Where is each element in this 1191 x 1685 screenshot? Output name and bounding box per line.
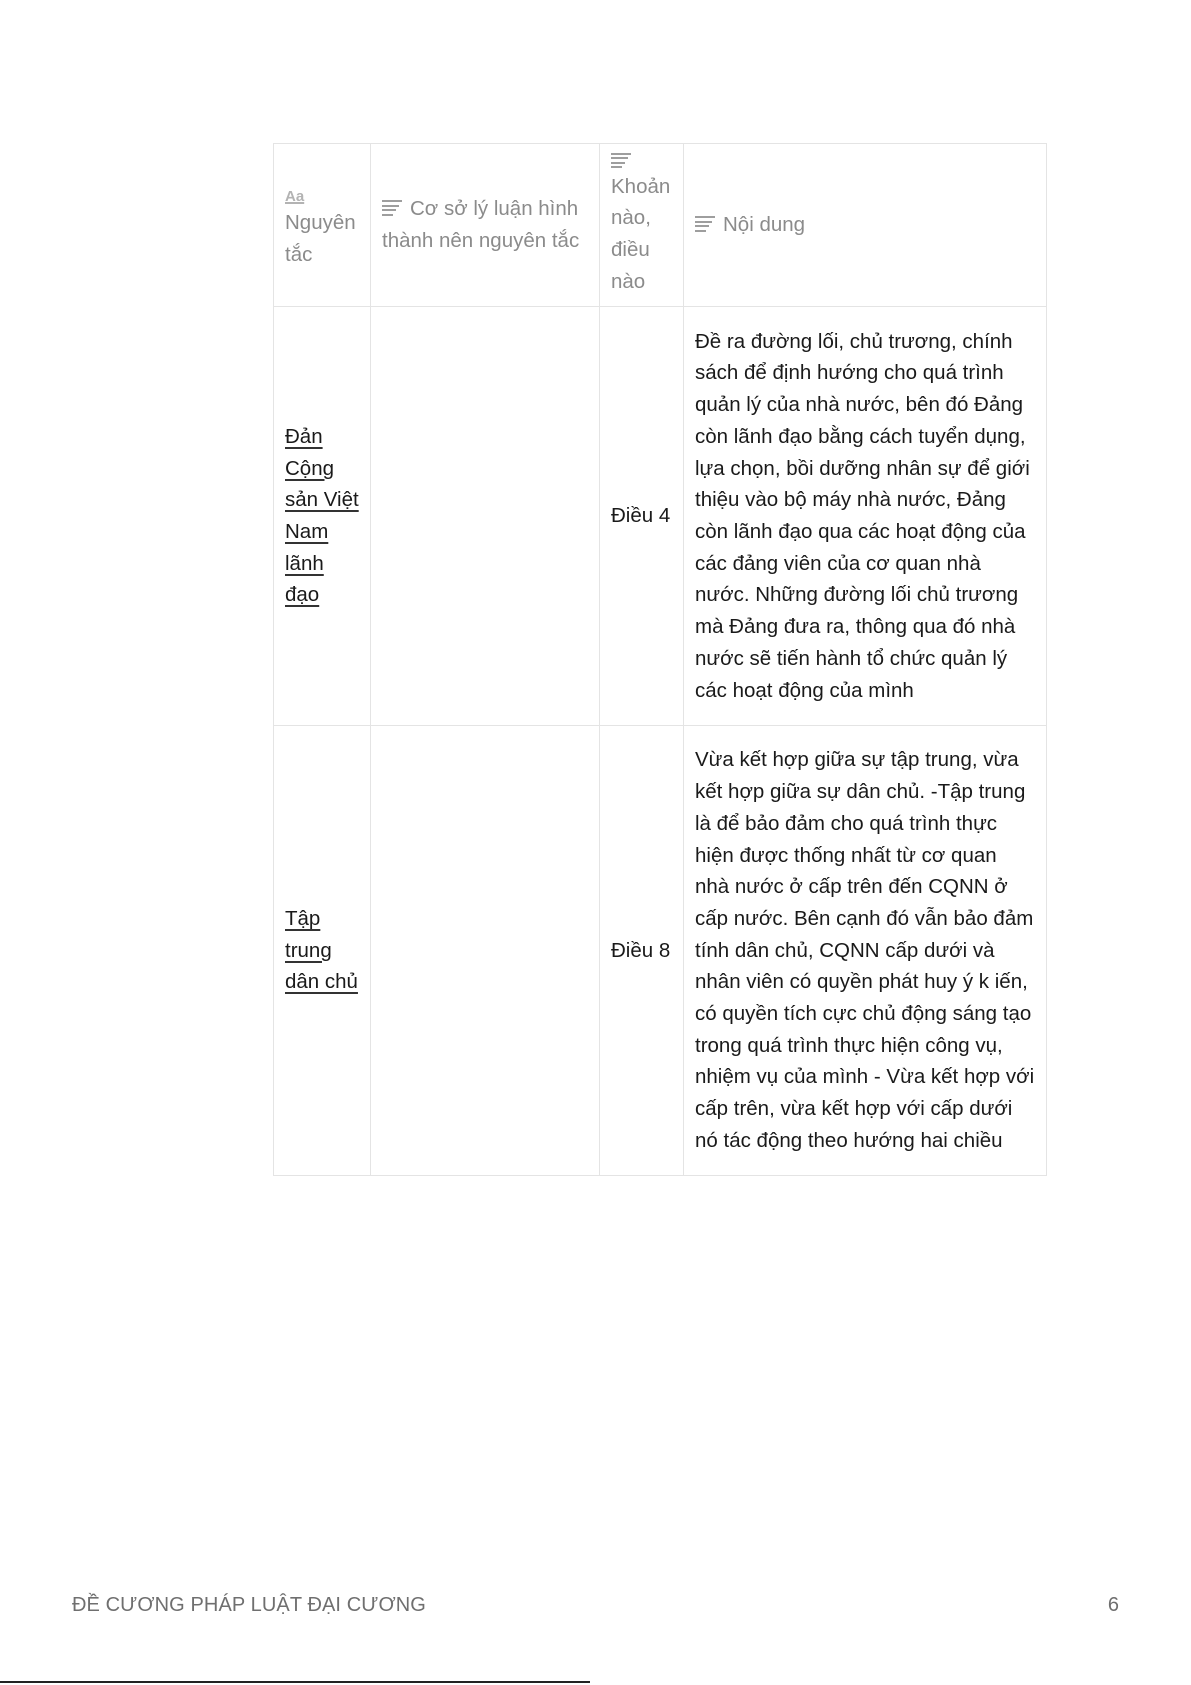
principles-table [273, 143, 1047, 1176]
header-basis-label: Cơ sở lý luận hình thành nên nguyên tắc [382, 197, 580, 252]
header-article[interactable] [600, 144, 684, 307]
text-lines-icon [695, 216, 715, 232]
basis-cell[interactable] [371, 307, 600, 726]
footer-document-title: ĐỀ CƯƠNG PHÁP LUẬT ĐẠI CƯƠNG [72, 1594, 426, 1616]
table-header-row [274, 144, 1047, 307]
content-cell[interactable]: Vừa kết hợp giữa sự tập trung, vừa kết hợp giữa sự dân chủ. -Tập trung là để bảo đảm cho quá trình thực hiện được thống nhất từ cơ quan nhà nước ở cấp trên đến CQNN ở cấp nước. Bên cạnh đó vẫn bảo đảm tính dân chủ, CQNN cấp dưới và nhân viên có quyền phát huy ý k iến, có quyền tích cực chủ động sáng tạo trong quá trình thực hiện công vụ, nhiệm vụ của mình - Vừa kết hợp với cấp trên, vừa kết hợp với cấp dưới nó tác động theo hướng hai chiều [684, 726, 1047, 1176]
text-lines-icon [611, 153, 631, 169]
bottom-divider [0, 1681, 590, 1683]
article-cell[interactable]: Điều 4 [600, 307, 684, 726]
header-article-label: Khoản nào, điều nào [611, 174, 671, 293]
article-cell[interactable]: Điều 8 [600, 726, 684, 1176]
principle-link[interactable]: Đản Cộng sản Việt Nam lãnh đạo [285, 424, 359, 607]
table-row [274, 726, 1047, 1176]
basis-cell[interactable] [371, 726, 600, 1176]
header-basis[interactable] [371, 144, 600, 307]
title-property-icon: Aa [285, 188, 305, 206]
principle-cell[interactable] [274, 726, 371, 1176]
header-content-label: Nội dung [723, 213, 806, 237]
header-principle-label: Nguyên tắc [285, 211, 356, 266]
header-principle[interactable] [274, 144, 371, 307]
principle-cell[interactable] [274, 307, 371, 726]
text-lines-icon [382, 200, 402, 216]
principle-link[interactable]: Tập trung dân chủ [285, 906, 358, 994]
footer-page-number: 6 [1107, 1594, 1119, 1616]
table-row [274, 307, 1047, 726]
content-cell[interactable]: Đề ra đường lối, chủ trương, chính sách để định hướng cho quá trình quản lý của nhà nước, bên đó Đảng còn lãnh đạo bằng cách tuyển dụng, lựa chọn, bồi dưỡng nhân sự để giới thiệu vào bộ máy nhà nước, Đảng còn lãnh đạo qua các hoạt động của các đảng viên của cơ quan nhà nước. Những đường lối chủ trương mà Đảng đưa ra, thông qua đó nhà nước sẽ tiến hành tổ chức quản lý các hoạt động của mình [684, 307, 1047, 726]
header-content[interactable] [684, 144, 1047, 307]
